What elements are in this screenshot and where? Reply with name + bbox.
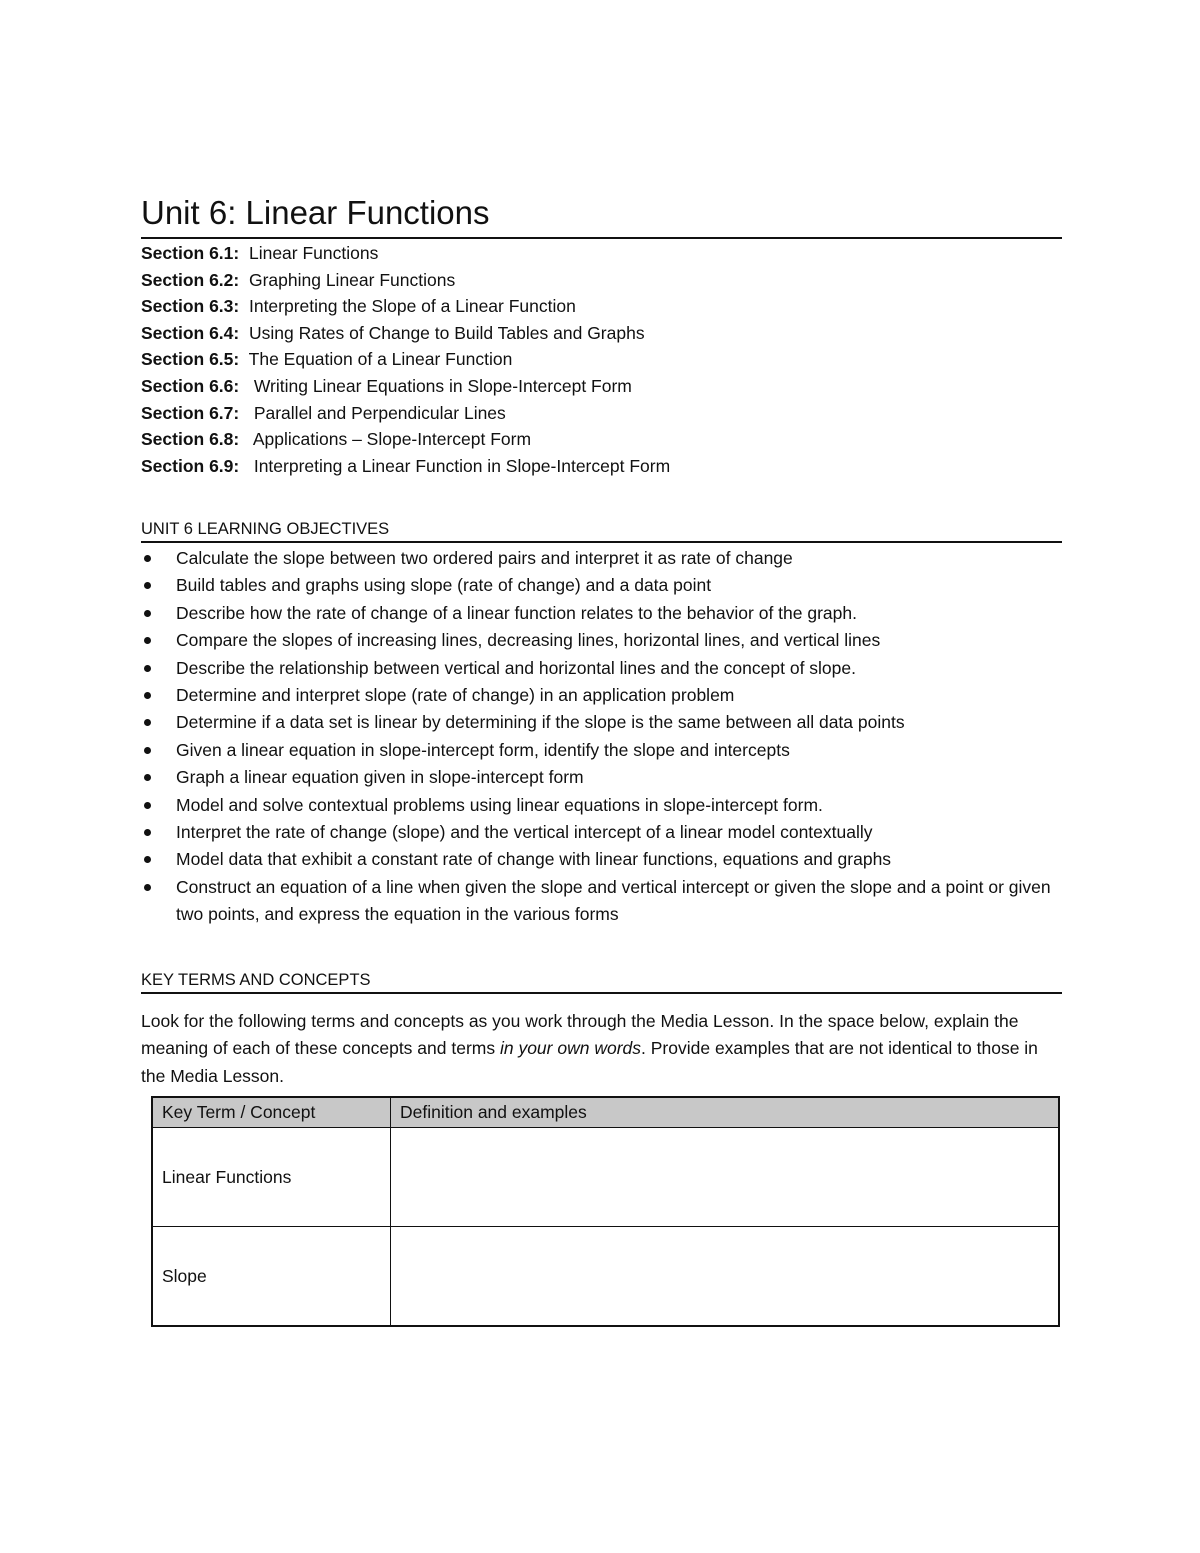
objective-item: Given a linear equation in slope-intercept form, identify the slope and intercepts: [141, 737, 1062, 764]
objective-item: Graph a linear equation given in slope-intercept form: [141, 764, 1062, 791]
bullet-icon: [144, 582, 151, 589]
section-item: Section 6.5: The Equation of a Linear Function: [141, 349, 513, 370]
objective-item: Construct an equation of a line when given the slope and vertical intercept or given the slope and a point or given two points, and express the equation in the various forms: [141, 874, 1062, 929]
section-list: [141, 240, 670, 479]
bullet-icon: [144, 856, 151, 863]
section-item: Section 6.6: Writing Linear Equations in Slope-Intercept Form: [141, 375, 632, 396]
title-rule: [141, 237, 1062, 239]
objectives-rule: [141, 541, 1062, 543]
column-header-definition: Definition and examples: [391, 1097, 1060, 1128]
section-item: Section 6.2: Graphing Linear Functions: [141, 269, 456, 290]
section-item: Section 6.3: Interpreting the Slope of a Linear Function: [141, 296, 576, 317]
section-item: Section 6.1: Linear Functions: [141, 243, 379, 263]
table-header-row: [152, 1097, 1059, 1128]
bullet-icon: [144, 802, 151, 809]
page-title: Unit 6: Linear Functions: [141, 194, 490, 231]
section-item: Section 6.8: Applications – Slope-Intercept Form: [141, 429, 532, 450]
objective-item: Describe the relationship between vertical and horizontal lines and the concept of slope.: [141, 655, 1062, 682]
objectives-list: [141, 545, 1062, 929]
objective-item: Determine if a data set is linear by determining if the slope is the same between all data points: [141, 709, 1062, 736]
bullet-icon: [144, 692, 151, 699]
column-header-term: Key Term / Concept: [152, 1097, 391, 1128]
section-item: Section 6.7: Parallel and Perpendicular Lines: [141, 402, 506, 423]
objective-item: Compare the slopes of increasing lines, decreasing lines, horizontal lines, and vertical lines: [141, 627, 1062, 654]
bullet-icon: [144, 665, 151, 672]
bullet-icon: [144, 555, 151, 562]
objectives-heading: UNIT 6 LEARNING OBJECTIVES: [141, 520, 390, 538]
bullet-icon: [144, 829, 151, 836]
key-terms-rule: [141, 992, 1062, 994]
term-cell: Linear Functions: [152, 1128, 391, 1227]
table-row: [152, 1227, 1059, 1327]
objective-item: Interpret the rate of change (slope) and the vertical intercept of a linear model contextually: [141, 819, 1062, 846]
bullet-icon: [144, 747, 151, 754]
table-row: [152, 1128, 1059, 1227]
section-item: Section 6.4: Using Rates of Change to Build Tables and Graphs: [141, 322, 645, 343]
section-item: Section 6.9: Interpreting a Linear Function in Slope-Intercept Form: [141, 455, 671, 476]
bullet-icon: [144, 774, 151, 781]
term-cell: Slope: [152, 1227, 391, 1327]
bullet-icon: [144, 610, 151, 617]
objective-item: Model and solve contextual problems using linear equations in slope-intercept form.: [141, 792, 1062, 819]
bullet-icon: [144, 719, 151, 726]
bullet-icon: [144, 884, 151, 891]
instructions-paragraph: Look for the following terms and concepts as you work through the Media Lesson. In the space below, explain the meaning of each of these concepts and terms in your own words. Provide examples that are not identical to those in the Media Lesson.: [141, 1011, 1038, 1086]
objective-item: Calculate the slope between two ordered pairs and interpret it as rate of change: [141, 545, 1062, 572]
definition-cell[interactable]: [391, 1227, 1060, 1327]
key-terms-heading: KEY TERMS AND CONCEPTS: [141, 971, 371, 989]
objective-item: Model data that exhibit a constant rate of change with linear functions, equations and graphs: [141, 846, 1062, 873]
definition-cell[interactable]: [391, 1128, 1060, 1227]
objective-item: Determine and interpret slope (rate of change) in an application problem: [141, 682, 1062, 709]
objective-item: Build tables and graphs using slope (rate of change) and a data point: [141, 572, 1062, 599]
bullet-icon: [144, 637, 151, 644]
objective-item: Describe how the rate of change of a linear function relates to the behavior of the graph.: [141, 600, 1062, 627]
key-terms-table: [151, 1096, 1060, 1327]
